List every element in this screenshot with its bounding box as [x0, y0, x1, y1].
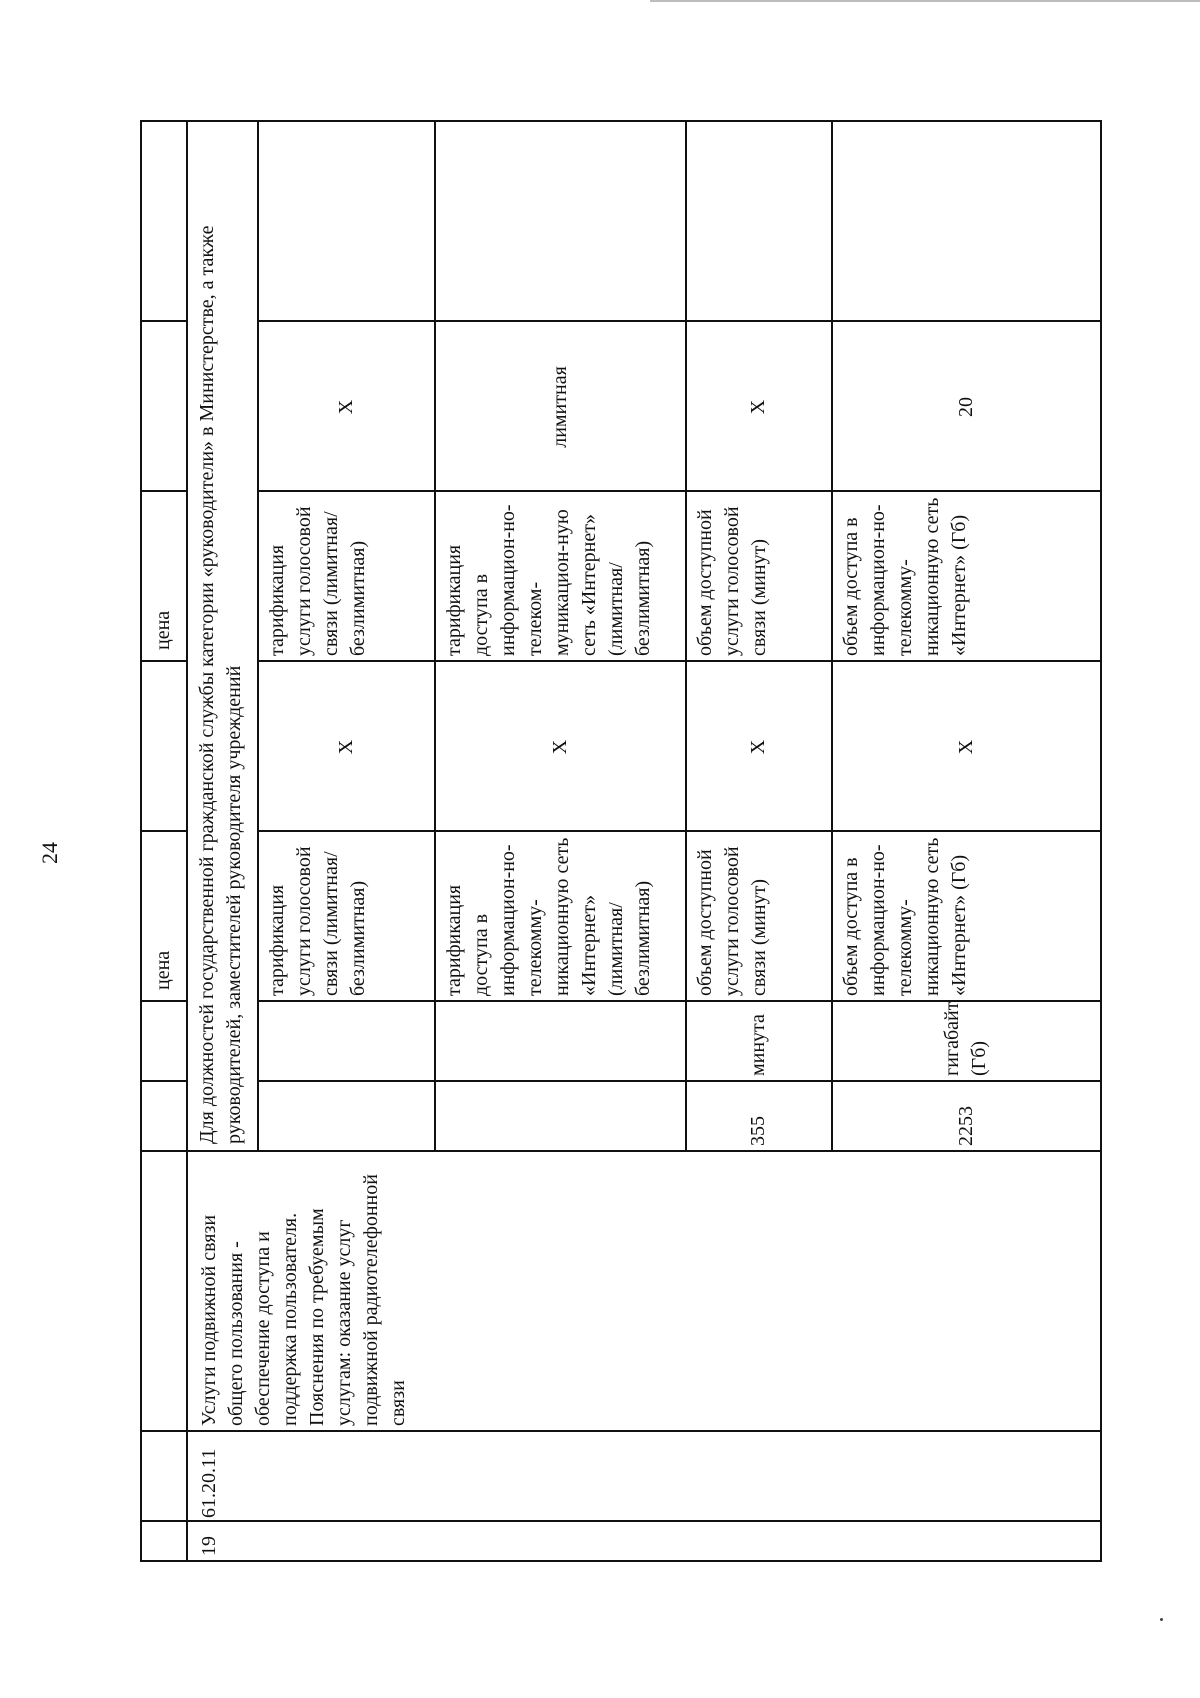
- sub4-characteristic: объем доступа в информацион-но-телекомму-никационную сеть «Интернет» (Гб): [840, 837, 970, 996]
- sub4-code: 2253: [954, 1106, 977, 1146]
- category-heading: Для должностей государственной гражданской службы категории «руководители» в Министерстве, а также руководителей, заместителей руководителя учреждений: [196, 225, 245, 1144]
- rule-col3: [140, 1150, 1102, 1152]
- rule-col4: [140, 1080, 187, 1082]
- rule-col9: [140, 320, 187, 322]
- sub4-value2: 20: [954, 397, 977, 417]
- sub3-characteristic2: объем доступной услуги голосовой связи (минут): [694, 506, 770, 656]
- rule-col8: [140, 490, 187, 492]
- header-col9: цена: [152, 610, 174, 650]
- page-number: 24: [37, 842, 62, 864]
- rule-col6: [140, 830, 187, 832]
- sub1-value2: X: [334, 399, 357, 415]
- row-code: 61.20.11: [198, 1448, 220, 1518]
- sub4-unit: гигабайт (Гб): [941, 1001, 990, 1076]
- sub2-value2: лимитная: [548, 366, 571, 448]
- rule-sub1-bottom: [434, 120, 436, 1152]
- rule-col1: [140, 1520, 1102, 1522]
- sub3-characteristic: объем доступной услуги голосовой связи (минут): [694, 846, 770, 996]
- sub4-characteristic2: объем доступа в информацион-но-телекомму-никационную сеть «Интернет» (Гб): [840, 497, 970, 656]
- sub3-unit: минута: [747, 1014, 769, 1076]
- sub4-value: X: [954, 739, 977, 755]
- rule-top: [140, 120, 142, 1562]
- rule-col5: [140, 1000, 187, 1002]
- scan-edge-line: [650, 0, 1200, 2]
- rule-col2: [140, 1430, 1102, 1432]
- sub3-value: X: [747, 739, 769, 755]
- sub1-characteristic2: тарификация услуги голосовой связи (лимитная/ безлимитная): [266, 506, 369, 656]
- sub3-code: 355: [747, 1116, 769, 1146]
- scan-speck: [1160, 1618, 1163, 1621]
- row-number: 19: [198, 1536, 220, 1556]
- sub1-value: X: [334, 739, 357, 755]
- rule-category-bottom: [257, 120, 259, 1152]
- rule-col7: [140, 660, 187, 662]
- sub2-value: X: [548, 739, 571, 755]
- rotated-table-sheet: [140, 120, 1102, 1562]
- header-col6: цена: [152, 950, 174, 990]
- sub3-value2: X: [747, 399, 769, 415]
- sub2-characteristic2: тарификация доступа в информацион-но-телеком-муникацион-ную сеть «Интернет» (лимитная/ безлимитная): [443, 504, 654, 656]
- row-name: Услуги подвижной связи общего пользования - обеспечение доступа и поддержка пользователя. Пояснения по требуемым услугам: оказание услуг подвижной радиотелефонной связи: [198, 1174, 409, 1426]
- rule-sub2-bottom: [685, 120, 687, 1152]
- sub2-characteristic: тарификация доступа в информацион-но-телекомму-никационную сеть «Интернет» (лимитная/ безлимитная): [443, 837, 654, 996]
- rule-sub3-bottom: [831, 120, 833, 1152]
- rule-left: [140, 1560, 1102, 1562]
- sub1-characteristic: тарификация услуги голосовой связи (лимитная/ безлимитная): [266, 846, 369, 996]
- rule-header-bottom: [186, 120, 188, 1562]
- rule-bottom: [1100, 120, 1102, 1562]
- rule-right: [140, 120, 1102, 122]
